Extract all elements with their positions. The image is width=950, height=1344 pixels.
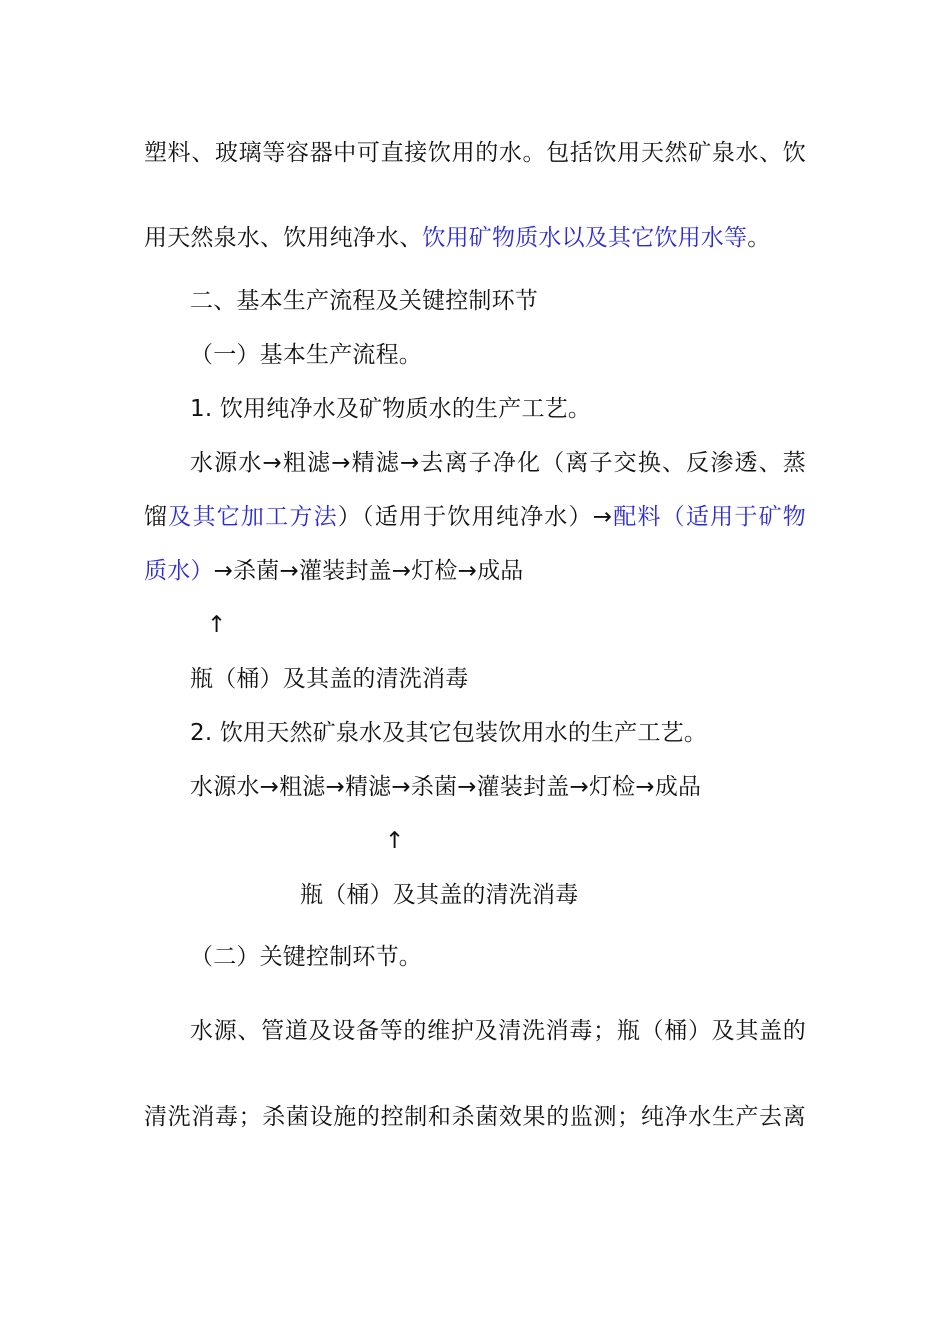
process-2-side-step: 瓶（桶）及其盖的清洗消毒 — [300, 882, 579, 908]
intro-line-2-text: 用天然泉水、饮用纯净水、 — [144, 225, 423, 251]
process-1-flow-text-a: 馏 — [144, 504, 169, 530]
intro-line-2-end: 。 — [747, 225, 771, 251]
process-1-up-arrow: ↑ — [207, 612, 227, 638]
control-line-1: 水源、管道及设备等的维护及清洗消毒；瓶（桶）及其盖的 — [190, 1018, 806, 1044]
intro-line-2 — [144, 223, 770, 253]
process-1-flow-text-c: →杀菌→灌装封盖→灯检→成品 — [213, 558, 524, 584]
process-1-side-step: 瓶（桶）及其盖的清洗消毒 — [190, 666, 469, 692]
process-1-link-blending[interactable]: 配料（适用于矿物 — [612, 504, 806, 530]
process-1-flow-text-b: ）（适用于饮用纯净水）→ — [337, 504, 613, 530]
process-1-flow-line-3 — [144, 556, 524, 586]
subsection-1-heading: （一）基本生产流程。 — [190, 342, 422, 368]
subsection-2-heading: （二）关键控制环节。 — [190, 944, 422, 970]
process-2-title: 2. 饮用天然矿泉水及其它包装饮用水的生产工艺。 — [190, 720, 708, 746]
process-1-flow-line-1: 水源水→粗滤→精滤→去离子净化（离子交换、反渗透、蒸 — [190, 450, 806, 476]
process-2-flow-line: 水源水→粗滤→精滤→杀菌→灌装封盖→灯检→成品 — [190, 774, 702, 800]
process-2-up-arrow: ↑ — [385, 828, 405, 854]
process-1-link-mineral-water[interactable]: 质水） — [144, 558, 214, 584]
process-1-title: 1. 饮用纯净水及矿物质水的生产工艺。 — [190, 396, 592, 422]
process-1-link-other-methods[interactable]: 及其它加工方法 — [168, 504, 338, 530]
section-2-heading: 二、基本生产流程及关键控制环节 — [190, 288, 538, 314]
intro-link-mineral-water[interactable]: 饮用矿物质水以及其它饮用水等 — [422, 225, 748, 251]
control-line-2: 清洗消毒；杀菌设施的控制和杀菌效果的监测；纯净水生产去离 — [144, 1104, 806, 1130]
process-1-flow-line-2 — [144, 502, 806, 532]
intro-line-1: 塑料、玻璃等容器中可直接饮用的水。包括饮用天然矿泉水、饮 — [144, 140, 806, 166]
